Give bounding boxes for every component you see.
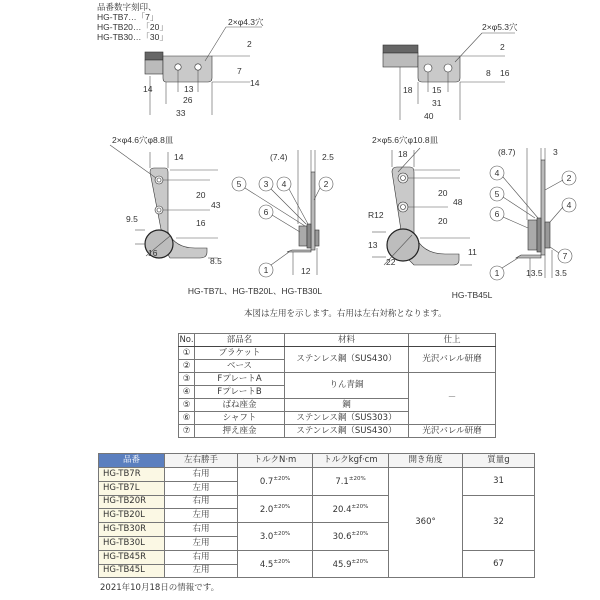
- engraving-note: 品番数字刻印、: [97, 2, 157, 12]
- material: 鋼: [285, 399, 409, 412]
- col-header: 開き角度: [389, 454, 463, 468]
- dim: 14: [174, 152, 184, 162]
- part-name: ブラケット: [195, 347, 285, 360]
- callout-number: 5: [236, 179, 242, 189]
- part-number: HG-TB20R: [99, 495, 165, 509]
- dim: 18: [398, 149, 408, 159]
- drawing-caption: HG-TB7L、HG-TB20L、HG-TB30L: [187, 286, 323, 296]
- part-no: ①: [179, 347, 195, 360]
- torque-nm: $0.7^{\pm 20\%}$: [238, 468, 313, 496]
- col-header: No.: [179, 334, 194, 345]
- callout-number: 6: [494, 209, 500, 219]
- part-name: ベース: [195, 360, 285, 373]
- dim: 14: [143, 84, 153, 94]
- part-number: HG-TB45R: [99, 550, 165, 564]
- hand: 左用: [165, 481, 238, 495]
- torque-nm: $3.0^{\pm 20\%}$: [238, 523, 313, 551]
- dim: 33: [176, 108, 186, 118]
- dim: 40: [424, 111, 434, 121]
- engraving-note: HG-TB7…「7」: [97, 12, 159, 22]
- dim: 20: [438, 188, 448, 198]
- table-row: [99, 550, 535, 564]
- dim: 8.5: [210, 256, 222, 266]
- part-name: 押え座金: [195, 425, 285, 438]
- col-header: 左右勝手: [165, 454, 238, 468]
- mid-left-side-view: [287, 150, 319, 275]
- material: りん青銅: [285, 373, 409, 399]
- dim: 9.5: [126, 214, 138, 224]
- col-header: 質量g: [463, 454, 535, 468]
- col-header: 部品名: [195, 334, 285, 347]
- col-header: トルクkgf·cm: [313, 454, 389, 468]
- mass: 32: [463, 495, 535, 550]
- mass: 31: [463, 468, 535, 496]
- table-row: [179, 347, 496, 360]
- part-no: ④: [179, 386, 195, 399]
- dim: 13: [184, 84, 194, 94]
- hand: 右用: [165, 495, 238, 509]
- info-date-footer: 2021年10月18日の情報です。: [100, 583, 220, 593]
- part-no: ⑤: [179, 399, 195, 412]
- hand: 右用: [165, 550, 238, 564]
- callout-number: 5: [494, 189, 500, 199]
- part-name: シャフト: [195, 412, 285, 425]
- torque-nm: $2.0^{\pm 20\%}$: [238, 495, 313, 523]
- hole-label: 2×φ5.6穴φ10.8皿: [372, 135, 439, 145]
- part-no: ⑥: [179, 412, 195, 425]
- finish: －: [409, 373, 496, 425]
- dim: 3.5: [555, 268, 567, 278]
- callout-number: 4: [494, 168, 500, 178]
- dim: (7.4): [270, 152, 288, 162]
- table-row: [99, 468, 535, 482]
- dim: 43: [211, 200, 221, 210]
- part-no: ③: [179, 373, 195, 386]
- col-header: トルクN·m: [238, 454, 313, 468]
- part-name: FプレートB: [195, 386, 285, 399]
- top-right-view: [383, 33, 515, 120]
- dim: 7: [237, 66, 242, 76]
- torque-nm: $4.5^{\pm 20\%}$: [238, 550, 313, 578]
- dim: 3: [553, 147, 558, 157]
- hole-label: 2×φ4.3穴: [228, 17, 264, 27]
- dim: 11: [468, 247, 477, 257]
- dim: 16: [500, 68, 510, 78]
- dim: 16: [148, 248, 158, 258]
- col-header: 材料: [285, 334, 409, 347]
- part-name: FプレートA: [195, 373, 285, 386]
- hand: 右用: [165, 468, 238, 482]
- dim: R12: [368, 210, 384, 220]
- hand: 左用: [165, 509, 238, 523]
- torque-kgf: $7.1^{\pm 20\%}$: [313, 468, 389, 496]
- dim: 16: [196, 218, 206, 228]
- part-number: HG-TB30R: [99, 523, 165, 537]
- callout-number: 1: [263, 265, 269, 275]
- dim: 13: [368, 240, 378, 250]
- dim: 2.5: [322, 152, 334, 162]
- material: ステンレス鋼（SUS430）: [285, 425, 409, 438]
- mass: 67: [463, 550, 535, 578]
- table-row: [179, 425, 496, 438]
- callout-number: 4: [566, 200, 572, 210]
- parts-table: [178, 333, 496, 438]
- material: ステンレス鋼（SUS430）: [285, 347, 409, 373]
- dim: 2: [247, 39, 252, 49]
- callout-number: 7: [562, 251, 568, 261]
- finish: 光沢バレル研磨: [409, 347, 496, 373]
- part-number: HG-TB7L: [99, 481, 165, 495]
- hole-label: 2×φ4.6穴φ8.8皿: [112, 135, 174, 145]
- dim: 2: [500, 42, 505, 52]
- material: ステンレス鋼（SUS303）: [285, 412, 409, 425]
- drawing-caption: HG-TB45L: [451, 290, 493, 300]
- dim: 26: [183, 95, 193, 105]
- torque-kgf: $45.9^{\pm 20\%}$: [313, 550, 389, 578]
- callout-number: 2: [566, 173, 572, 183]
- dim: 18: [403, 85, 413, 95]
- part-name: ばね座金: [195, 399, 285, 412]
- symmetry-note: 本図は左用を示します。右用は左右対称となります。: [244, 309, 447, 319]
- dim: 14: [250, 78, 260, 88]
- callout-number: 6: [263, 207, 269, 217]
- dim: 15: [432, 85, 442, 95]
- part-number: HG-TB30L: [99, 536, 165, 550]
- callout-number: 4: [281, 179, 287, 189]
- callout-number: 1: [494, 268, 500, 278]
- dim: (8.7): [498, 147, 516, 157]
- dim: 22: [386, 257, 396, 267]
- part-number: HG-TB7R: [99, 468, 165, 482]
- dim: 13.5: [526, 268, 543, 278]
- table-row: [179, 373, 496, 386]
- torque-kgf: $20.4^{\pm 20\%}$: [313, 495, 389, 523]
- finish: 光沢バレル研磨: [409, 425, 496, 438]
- part-number: HG-TB20L: [99, 509, 165, 523]
- spec-table: [98, 453, 535, 578]
- dim: 12: [301, 266, 311, 276]
- hand: 右用: [165, 523, 238, 537]
- callout-number: 2: [323, 179, 329, 189]
- part-no: ⑦: [179, 425, 195, 438]
- col-header: 品番: [99, 454, 165, 468]
- col-header: 仕上: [409, 334, 496, 347]
- table-row: [99, 495, 535, 509]
- mid-left-front-view: [110, 145, 218, 258]
- dim: 8: [486, 68, 491, 78]
- dim: 48: [453, 197, 463, 207]
- hole-label: 2×φ5.3穴: [482, 22, 518, 32]
- torque-kgf: $30.6^{\pm 20\%}$: [313, 523, 389, 551]
- dim: 20: [438, 216, 448, 226]
- engraving-note: HG-TB20…「20」: [97, 22, 168, 32]
- part-no: ②: [179, 360, 195, 373]
- dim: 31: [432, 98, 442, 108]
- dim: 20: [196, 190, 206, 200]
- callout-number: 3: [263, 179, 269, 189]
- engraving-note: HG-TB30…「30」: [97, 32, 168, 42]
- hand: 左用: [165, 536, 238, 550]
- part-number: HG-TB45L: [99, 564, 165, 578]
- hand: 左用: [165, 564, 238, 578]
- opening-angle: 360°: [389, 468, 463, 578]
